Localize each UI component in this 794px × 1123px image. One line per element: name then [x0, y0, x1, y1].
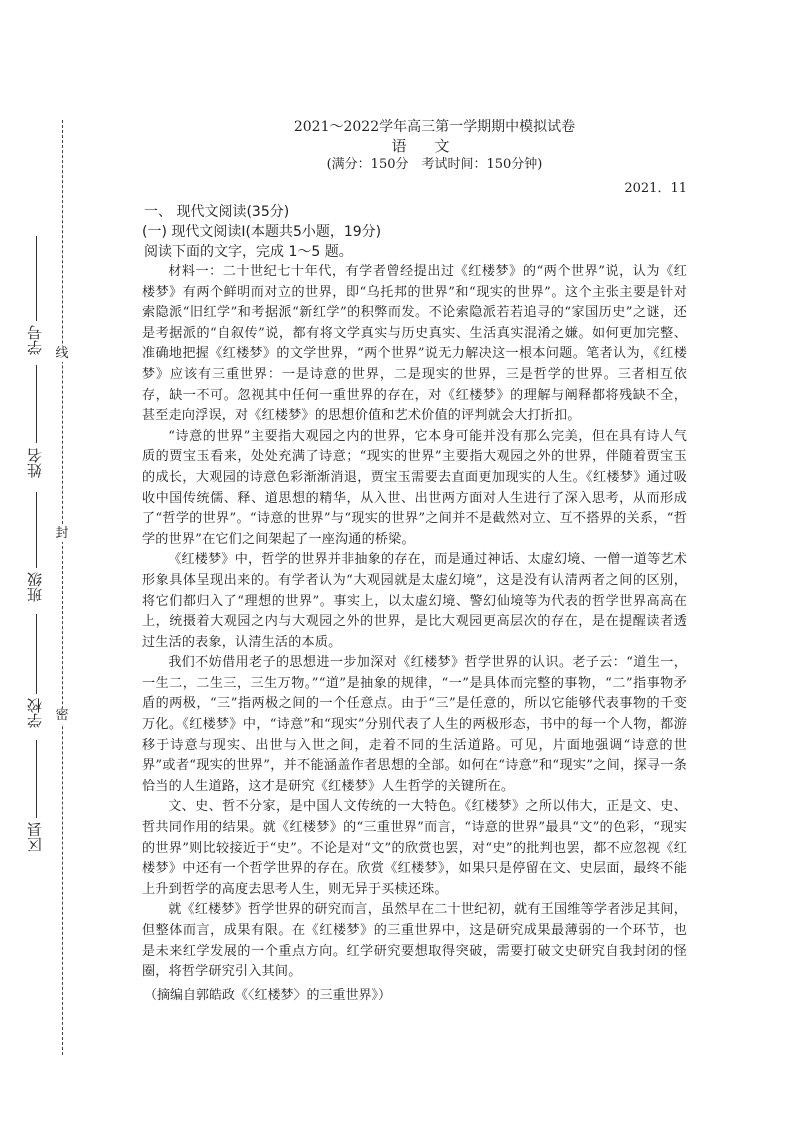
- school-field[interactable]: [24, 698, 46, 728]
- student-id-line[interactable]: [36, 236, 37, 321]
- paragraph-5: 文、史、哲不分家，是中国人文传统的一大特色。《红楼梦》之所以伟大，正是文、史、哲共同作用的结果。就《红楼梦》的“三重世界”而言，“诗意的世界”最具“文”的色彩，“现实的世界”则比较接近于“史”。不论是对“文”的欣赏也罢，对“史”的批判也罢，都不应忽视《红楼梦》中还有一个哲学世界的存在。欣赏《红楼梦》，如果只是停留在文、史层面，最终不能上升到哲学的高度去思考人生，则无异于买椟还珠。: [142, 799, 687, 897]
- exam-title: 2021～2022学年高三第一学期期中模拟试卷: [293, 119, 576, 135]
- seal-char-secret: 密: [55, 708, 69, 723]
- paragraph-3: 《红楼梦》中，哲学的世界并非抽象的存在，而是通过神话、太虚幻境、一僧一道等艺术形象具体呈现出来的。有学者认为“大观园就是太虚幻境”，这是没有认清两者之间的区别，将它们都归入了“理想的世界”。事实上，以太虚幻境、警幻仙境等为代表的哲学世界高高在上，统摄着大观园之内与大观园之外的世界，是比大观园更高层次的存在，是在提醒读者透过生活的表象，认清生活的本质。: [142, 552, 687, 650]
- seal-char-line: 线: [55, 346, 69, 361]
- class-line[interactable]: [36, 492, 37, 568]
- school-label: 学校: [26, 698, 44, 728]
- subsection-heading: (一) 现代文阅读Ⅰ(本题共5小题，19分): [142, 224, 382, 240]
- name-label: 姓名: [26, 448, 44, 478]
- paragraph-4: 我们不妨借用老子的思想进一步加深对《红楼梦》哲学世界的认识。老子云：“道生一，一生二，二生三，三生万物。”“道”是抽象的规律，“一”是具体而完整的事物，“二”指事物矛盾的两极，“三”指两极之间的一个任意点。由于“三”是任意的，所以它能够代表事物的千变万化。《红楼梦》中，“诗意”和“现实”分别代表了人生的两极形态，书中的每一个人物，都游移于诗意与现实、出世与入世之间，走着不同的生活道路。可见，片面地强调“诗意的世界”或者“现实的世界”，并不能涵盖作者思想的全部。如何在“诗意”和“现实”之间，探寻一条恰当的人生道路，这才是研究《红楼梦》人生哲学的关键所在。: [142, 655, 687, 794]
- name-line[interactable]: [36, 365, 37, 443]
- cut-line: [62, 120, 63, 1055]
- student-id-field[interactable]: [24, 325, 46, 355]
- source-citation: （摘编自郭皓政《〈红楼梦〉的三重世界》）: [144, 987, 392, 1003]
- paragraph-6: 就《红楼梦》哲学世界的研究而言，虽然早在二十世纪初，就有王国维等学者涉足其间，但整体而言，成果有限。在《红楼梦》的三重世界中，这是研究成果最薄弱的一个环节，也是未来红学发展的一个重点方向。红学研究要想取得突破，需要打破文史研究自我封闭的怪圈，将哲学研究引入其间。: [142, 902, 687, 980]
- binding-margin: [0, 0, 120, 1123]
- seal-char-seal: 封: [55, 526, 69, 541]
- district-field[interactable]: [24, 822, 46, 852]
- exam-content: [142, 118, 687, 1006]
- school-line[interactable]: [36, 614, 37, 694]
- student-id-label: 学号: [26, 325, 44, 355]
- district-line[interactable]: [36, 740, 37, 818]
- class-field[interactable]: [24, 572, 46, 602]
- exam-date: 2021．11: [624, 181, 687, 196]
- exam-meta: (满分：150分 考试时间：150分钟): [326, 157, 543, 172]
- section-heading: 一、 现代文阅读(35分): [144, 204, 290, 220]
- paragraph-2: “诗意的世界”主要指大观园之内的世界，它本身可能并没有那么完美，但在具有诗人气质的贾宝玉看来，处处充满了诗意；“现实的世界”主要指大观园之外的世界，伴随着贾宝玉的成长，大观园的诗意色彩渐渐消退，贾宝玉需要去直面更加现实的人生。《红楼梦》通过吸收中国传统儒、释、道思想的精华，从入世、出世两方面对人生进行了深入思考，从而形成了“哲学的世界”。“诗意的世界”与“现实的世界”之间并不是截然对立、互不搭界的关系，“哲学的世界”在它们之间架起了一座沟通的桥梁。: [142, 428, 687, 547]
- reading-instruction: 阅读下面的文字，完成 1～5 题。: [144, 244, 353, 260]
- name-field[interactable]: [24, 448, 46, 478]
- exam-subject: 语文: [391, 137, 478, 155]
- class-label: 班级: [26, 572, 44, 602]
- district-label: 区县: [26, 822, 44, 852]
- paragraph-1: 材料一：二十世纪七十年代，有学者曾经提出过《红楼梦》的“两个世界”说，认为《红楼梦》有两个鲜明而对立的世界，即“乌托邦的世界”和“现实的世界”。这个主张主要是针对索隐派“旧红学”和考据派“新红学”的积弊而发。不论索隐派若若追寻的“家国历史”之谜，还是考据派的“自叙传”说，都有将文学真实与历史真实、生活真实混淆之嫌。如何更加完整、准确地把握《红楼梦》的文学世界，“两个世界”说无力解决这一根本问题。笔者认为，《红楼梦》应该有三重世界：一是诗意的世界，二是现实的世界，三是哲学的世界。三者相互依存，缺一不可。忽视其中任何一重世界的存在，对《红楼梦》的理解与阐释都将残缺不全，甚至走向浮误，对《红楼梦》的思想价值和艺术价值的评判就会大打折扣。: [142, 264, 687, 424]
